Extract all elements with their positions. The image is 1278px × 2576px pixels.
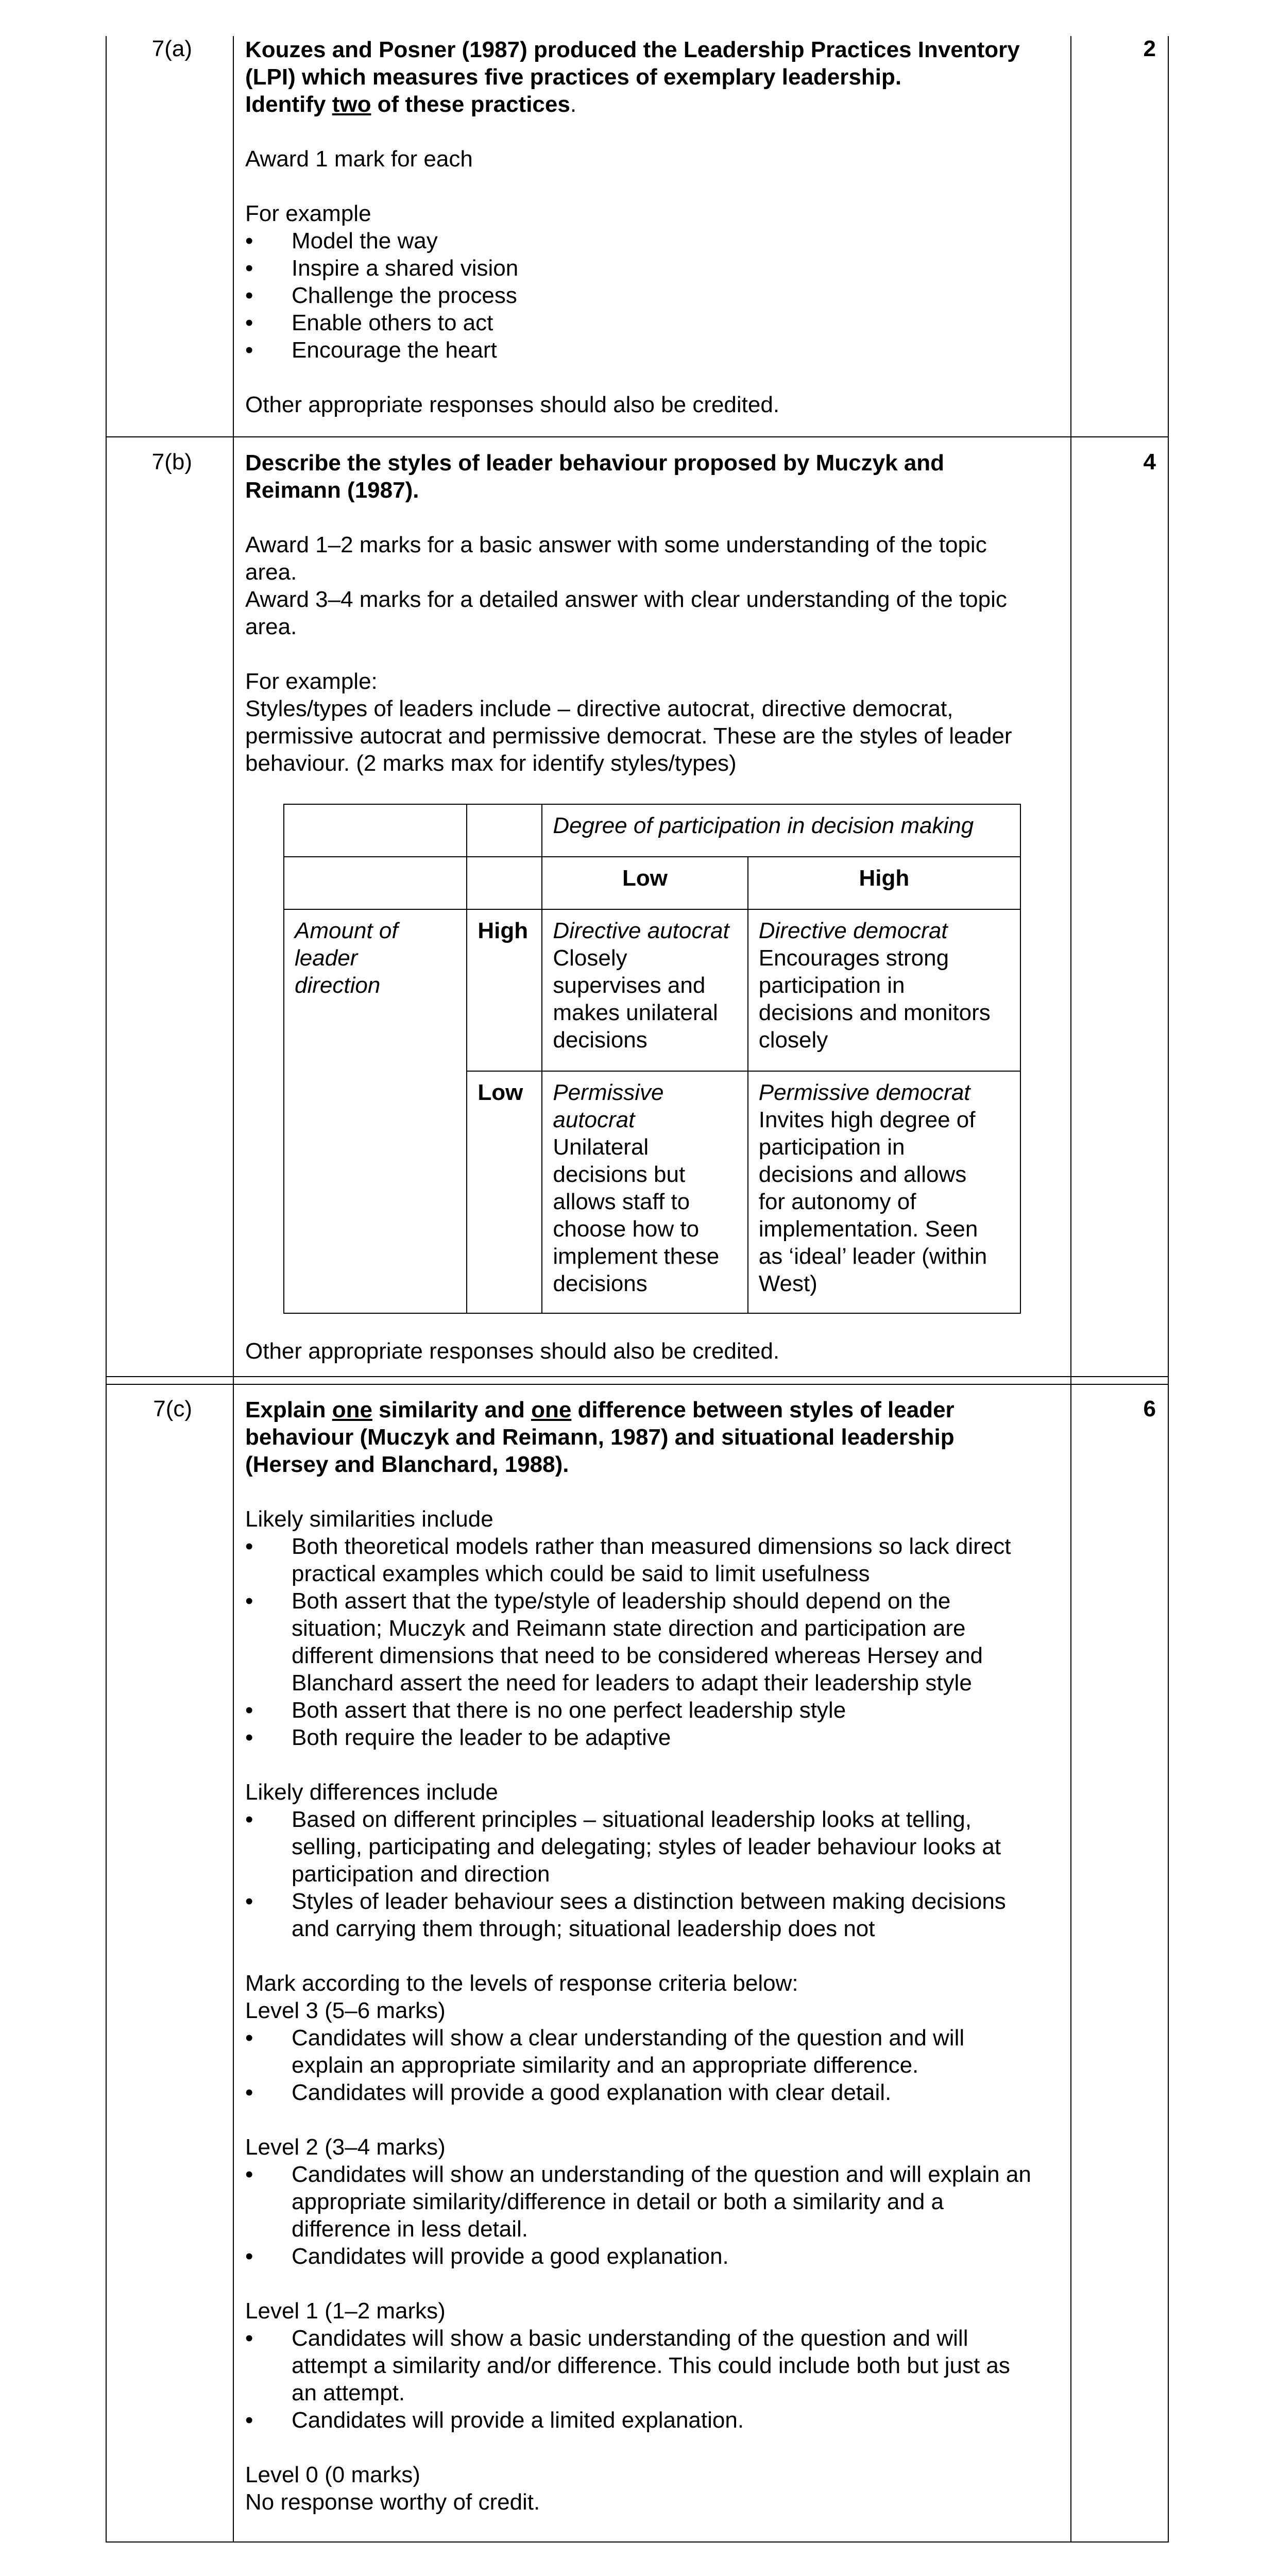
answer-7c — [245, 1396, 1064, 2516]
level-3-heading: Level 3 (5–6 marks) — [245, 1998, 446, 2023]
other-responses-note: Other appropriate responses should also be credited. — [245, 392, 780, 417]
differences-heading: Likely differences include — [245, 1780, 498, 1805]
list-item: • Inspire a shared vision — [245, 255, 1064, 282]
list-item: • Encourage the heart — [245, 336, 1064, 364]
mark-intro: Mark according to the levels of response criteria below: — [245, 1971, 798, 1996]
level-1-heading: Level 1 (1–2 marks) — [245, 2298, 446, 2324]
row-header-high: High — [467, 909, 542, 1071]
table-row — [284, 804, 1020, 857]
question-number-7a: 7(a) — [151, 36, 192, 61]
emphasis-one: one — [531, 1397, 572, 1422]
example-text: permissive autocrat and permissive democrat. These are the styles of leader — [245, 723, 1012, 749]
marks-7b: 4 — [1143, 449, 1156, 474]
differences-list — [245, 1806, 1064, 1942]
similarities-heading: Likely similarities include — [245, 1506, 493, 1532]
answer-7b-footer — [245, 1337, 1064, 1365]
level-3-list — [245, 2024, 1064, 2106]
answer-7b — [245, 449, 1064, 777]
level-0-text: No response worthy of credit. — [245, 2489, 540, 2515]
emphasis-two: two — [332, 92, 371, 117]
list-item: • Both assert that there is no one perfect leadership style — [245, 1697, 1064, 1724]
table-right-border — [1168, 36, 1169, 2543]
list-item: • Challenge the process — [245, 282, 1064, 309]
list-item: • Styles of leader behaviour sees a distinction between making decisions and carrying them through; situational leadership does not — [245, 1888, 1064, 1942]
row-divider-7b-7c-bottom — [106, 1384, 1169, 1385]
example-text: Styles/types of leaders include – directive autocrat, directive democrat, — [245, 696, 953, 721]
table-cell-empty — [467, 857, 542, 909]
leader-styles-table — [283, 804, 1021, 1314]
level-0-heading: Level 0 (0 marks) — [245, 2462, 420, 2487]
example-heading: For example — [245, 201, 371, 226]
list-item: • Candidates will show a clear understanding of the question and will explain an appropriate similarity and an appropriate difference. — [245, 2024, 1064, 2079]
question-number-7b: 7(b) — [151, 449, 192, 474]
table-cell-empty — [284, 804, 467, 857]
question-text-line: Reimann (1987). — [245, 478, 419, 503]
cell-permissive-democrat: Permissive democrat Invites high degree of participation in decisions and allows for autonomy of implementation. Seen as ‘ideal’ leader (within West) — [748, 1071, 1020, 1313]
example-text: behaviour. (2 marks max for identify styles/types) — [245, 751, 737, 776]
marks-7c: 6 — [1143, 1396, 1156, 1421]
column-header-high: High — [748, 857, 1020, 909]
question-text-line: behaviour (Muczyk and Reimann, 1987) and situational leadership — [245, 1425, 955, 1450]
example-list — [245, 227, 1064, 364]
list-item: • Model the way — [245, 227, 1064, 255]
list-item: • Candidates will provide a limited explanation. — [245, 2406, 1064, 2434]
list-item: • Both theoretical models rather than measured dimensions so lack direct practical examples which could be said to limit usefulness — [245, 1533, 1064, 1587]
example-heading: For example: — [245, 669, 378, 694]
table-cell-empty — [284, 857, 467, 909]
row-divider-7a-7b — [106, 436, 1169, 437]
table-cell-empty — [467, 804, 542, 857]
list-item: • Both assert that the type/style of leadership should depend on the situation; Muczyk and Reimann state direction and participation are different dimensions that need to be considered whereas Hersey and Blanchard assert the need for leaders to adapt their leadership style — [245, 1587, 1064, 1697]
table-row — [284, 857, 1020, 909]
list-item: • Candidates will show a basic understanding of the question and will attempt a similarity and/or difference. This could include both but just as an attempt. — [245, 2325, 1064, 2406]
award-guidance: area. — [245, 614, 297, 639]
list-item: • Candidates will show an understanding of the question and will explain an appropriate similarity/difference in detail or both a similarity and a difference in less detail. — [245, 2161, 1064, 2243]
question-instruction: Identify two of these practices. — [245, 92, 577, 117]
question-text-line: Explain one similarity and one difference between styles of leader — [245, 1397, 955, 1422]
question-number-7c: 7(c) — [153, 1396, 192, 1421]
award-guidance: Award 1 mark for each — [245, 146, 473, 172]
row-divider-7b-7c-top — [106, 1376, 1169, 1377]
direction-label: Amount of leader direction — [284, 909, 467, 1313]
marks-7a: 2 — [1143, 36, 1156, 61]
table-bottom-border — [106, 2541, 1169, 2543]
list-item: • Both require the leader to be adaptive — [245, 1724, 1064, 1751]
level-2-list — [245, 2161, 1064, 2270]
cell-directive-democrat: Directive democrat Encourages strong participation in decisions and monitors closely — [748, 909, 1020, 1071]
column-divider-marks — [1070, 36, 1071, 2543]
list-item: • Candidates will provide a good explanation. — [245, 2243, 1064, 2270]
emphasis-one: one — [332, 1397, 372, 1422]
cell-permissive-autocrat: Permissive autocrat Unilateral decisions but allows staff to choose how to implement these decisions — [542, 1071, 747, 1313]
cell-directive-autocrat: Directive autocrat Closely supervises and makes unilateral decisions — [542, 909, 747, 1071]
level-1-list — [245, 2325, 1064, 2434]
column-header-low: Low — [542, 857, 747, 909]
answer-7a — [245, 36, 1064, 418]
table-row — [284, 909, 1020, 1071]
list-item: • Based on different principles – situational leadership looks at telling, selling, participating and delegating; styles of leader behaviour looks at participation and direction — [245, 1806, 1064, 1888]
question-text-line: (Hersey and Blanchard, 1988). — [245, 1452, 569, 1477]
list-item: • Candidates will provide a good explanation with clear detail. — [245, 2079, 1064, 2106]
award-guidance: Award 3–4 marks for a detailed answer with clear understanding of the topic — [245, 587, 1007, 612]
participation-header: Degree of participation in decision making — [542, 804, 1020, 857]
question-text-line: (LPI) which measures five practices of exemplary leadership. — [245, 64, 902, 90]
award-guidance: Award 1–2 marks for a basic answer with some understanding of the topic — [245, 532, 987, 557]
column-divider-question — [233, 36, 234, 2543]
level-2-heading: Level 2 (3–4 marks) — [245, 2134, 446, 2160]
list-item: • Enable others to act — [245, 309, 1064, 336]
table-left-border — [106, 36, 107, 2543]
award-guidance: area. — [245, 560, 297, 585]
similarities-list — [245, 1533, 1064, 1751]
other-responses-note: Other appropriate responses should also be credited. — [245, 1338, 780, 1364]
question-text-line: Describe the styles of leader behaviour proposed by Muczyk and — [245, 450, 945, 476]
row-header-low: Low — [467, 1071, 542, 1313]
question-text-line: Kouzes and Posner (1987) produced the Leadership Practices Inventory — [245, 37, 1020, 62]
